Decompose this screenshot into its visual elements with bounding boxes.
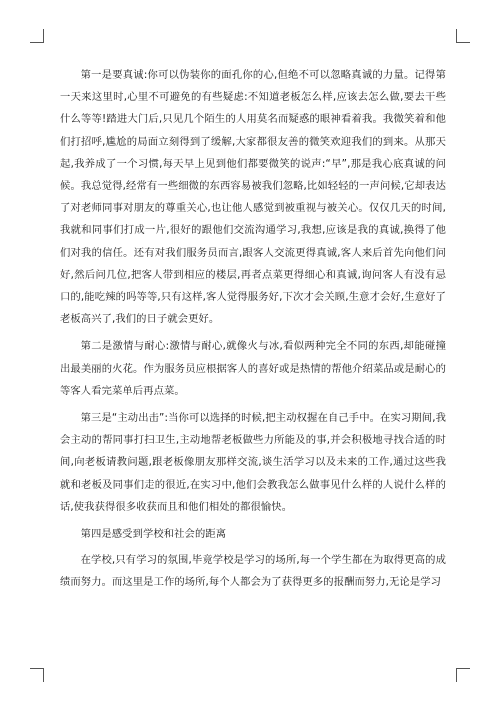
- crop-mark-top-left-h: [30, 42, 44, 43]
- crop-mark-bottom-right-v: [456, 668, 457, 682]
- body-text: [60, 64, 446, 599]
- crop-mark-bottom-right-h: [456, 668, 470, 669]
- crop-mark-top-left-v: [43, 29, 44, 43]
- paragraph-passion-patience: 第二是激情与耐心:激情与耐心,就像火与冰,看似两种完全不同的东西,却能碰撞出最美丽的火花。作为服务员应根据客人的喜好或是热情的帮他介绍菜品或是耐心的等客人看完菜单后再点菜。: [60, 340, 446, 397]
- crop-mark-bottom-left-h: [30, 668, 44, 669]
- crop-mark-top-right-h: [456, 42, 470, 43]
- paragraph-school-society-heading: 第四是感受到学校和社会的距离: [80, 528, 227, 541]
- paragraph-initiative: 第三是“主动出击”:当你可以选择的时候,把主动权握在自己手中。在实习期间,我会主动的帮同事打扫卫生,主动地帮老板做些力所能及的事,并会积极地寻找合适的时间,向老板请教问题,跟老板像朋友那样交流,谈生活学习以及未来的工作,通过这些我就和老板及同事们走的很近,在实习中,他们会教我怎么做事见什么样的人说什么样的话,使我获得很多收获而且和他们相处的都很愉快。: [60, 412, 446, 513]
- paragraph-sincerity: 第一是要真诚:你可以伪装你的面孔你的心,但绝不可以忽略真诚的力量。记得第一天来这里时,心里不可避免的有些疑虑:不知道老板怎么样,应该去怎么做,要去干些什么等等!踏进大门后,只见几个陌生的人用莫名而疑惑的眼神看着我。我微笑着和他们打招呼,尴尬的局面立刻得到了缓解,大家都很友善的微笑欢迎我们的到来。从那天起,我养成了一个习惯,每天早上见到他们都要微笑的说声:“早”,那是我心底真诚的问候。我总觉得,经常有一些细微的东西容易被我们忽略,比如轻轻的一声问候,它却表达了对老师同事对朋友的尊重关心,也让他人感觉到被重视与被关心。仅仅几天的时间,我就和同事们打成一片,很好的跟他们交流沟通学习,我想,应该是我的真诚,换得了他们对我的信任。还有对我们服务员而言,跟客人交流更得真诚,客人来后首先向他们问好,然后问几位,把客人带到相应的楼层,再者点菜更得细心和真诚,询问客人有没有忌口的,能吃辣的吗等等,只有这样,客人觉得服务好,下次才会关顾,生意才会好,生意好了老板高兴了,我们的日子就会更好。: [60, 69, 446, 326]
- crop-mark-bottom-left-v: [43, 668, 44, 682]
- crop-mark-top-right-v: [456, 29, 457, 43]
- paragraph-school-society: 在学校,只有学习的氛围,毕竟学校是学习的场所,每一个学生都在为取得更高的成绩而努力。而这里是工作的场所,每个人都会为了获得更多的报酬而努力,无论是学习: [60, 554, 446, 589]
